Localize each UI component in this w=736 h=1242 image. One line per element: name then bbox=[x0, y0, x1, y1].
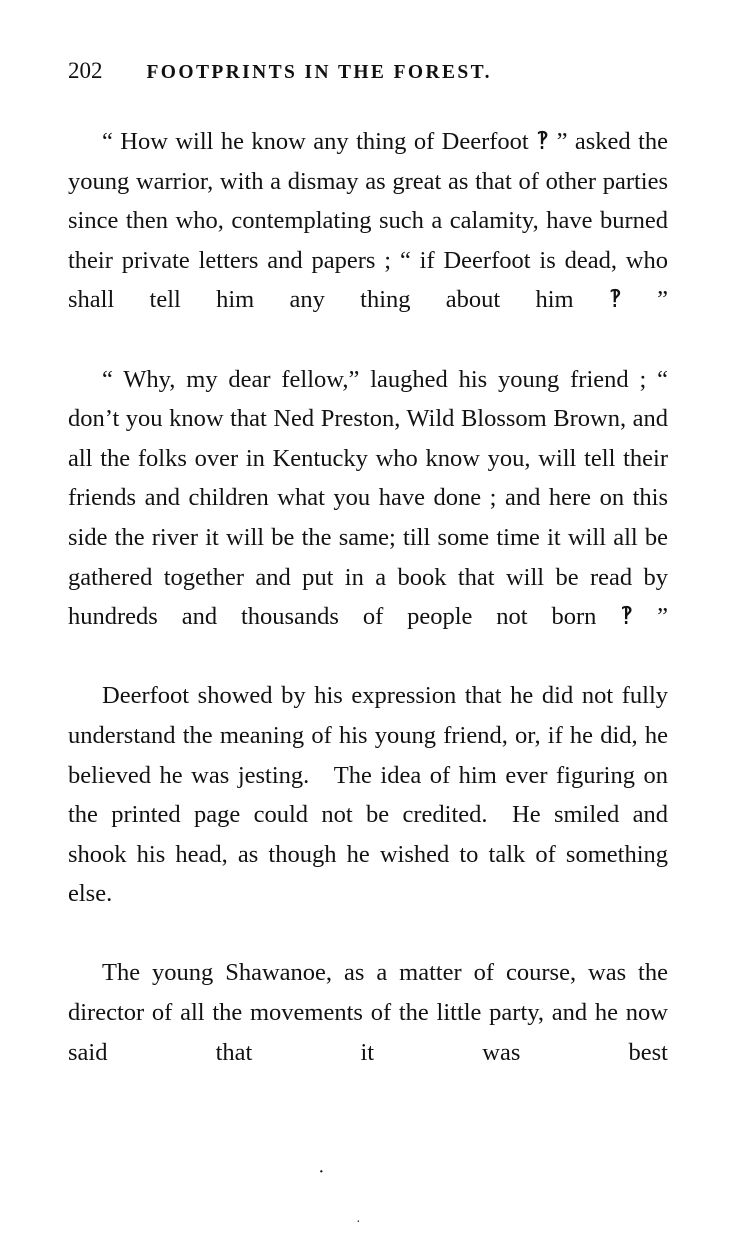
paragraph: The young Shawanoe, as a matter of course, was the director of all the movements of the little party, and he now said that it was best bbox=[68, 959, 668, 1066]
page-header bbox=[68, 58, 668, 84]
running-head: FOOTPRINTS IN THE FOREST. bbox=[146, 62, 492, 83]
paragraph: “ How will he know any thing of Deerfoot ‽ ” asked the young warrior, with a dismay as great as that of other parties since then who, contemplating such a calamity, have burned their private letters and papers ; “ if Deerfoot is dead, who shall tell him any thing about him ‽ ” bbox=[68, 128, 668, 314]
paragraph: Deerfoot showed by his expression that he did not fully understand the meaning of his young friend, or, if he did, he believed he was jesting. The idea of him ever figuring on the printed page could not be credited. He smiled and shook his head, as though he wished to talk of something else. bbox=[68, 682, 668, 908]
page-number: 202 bbox=[68, 58, 103, 83]
page-artifact-mark: · bbox=[318, 1161, 325, 1183]
page-body bbox=[68, 122, 668, 1112]
paragraph: “ Why, my dear fellow,” laughed his young friend ; “ don’t you know that Ned Preston, Wild Blossom Brown, and all the folks over in Kentucky who know you, will tell their friends and children what you have done ; and here on this side the river it will be the same; till some time it will all be gathered together and put in a book that will be read by hundreds and thousands of people not born ‽ ” bbox=[68, 365, 668, 631]
page-artifact-mark-lower: · bbox=[356, 1215, 361, 1230]
